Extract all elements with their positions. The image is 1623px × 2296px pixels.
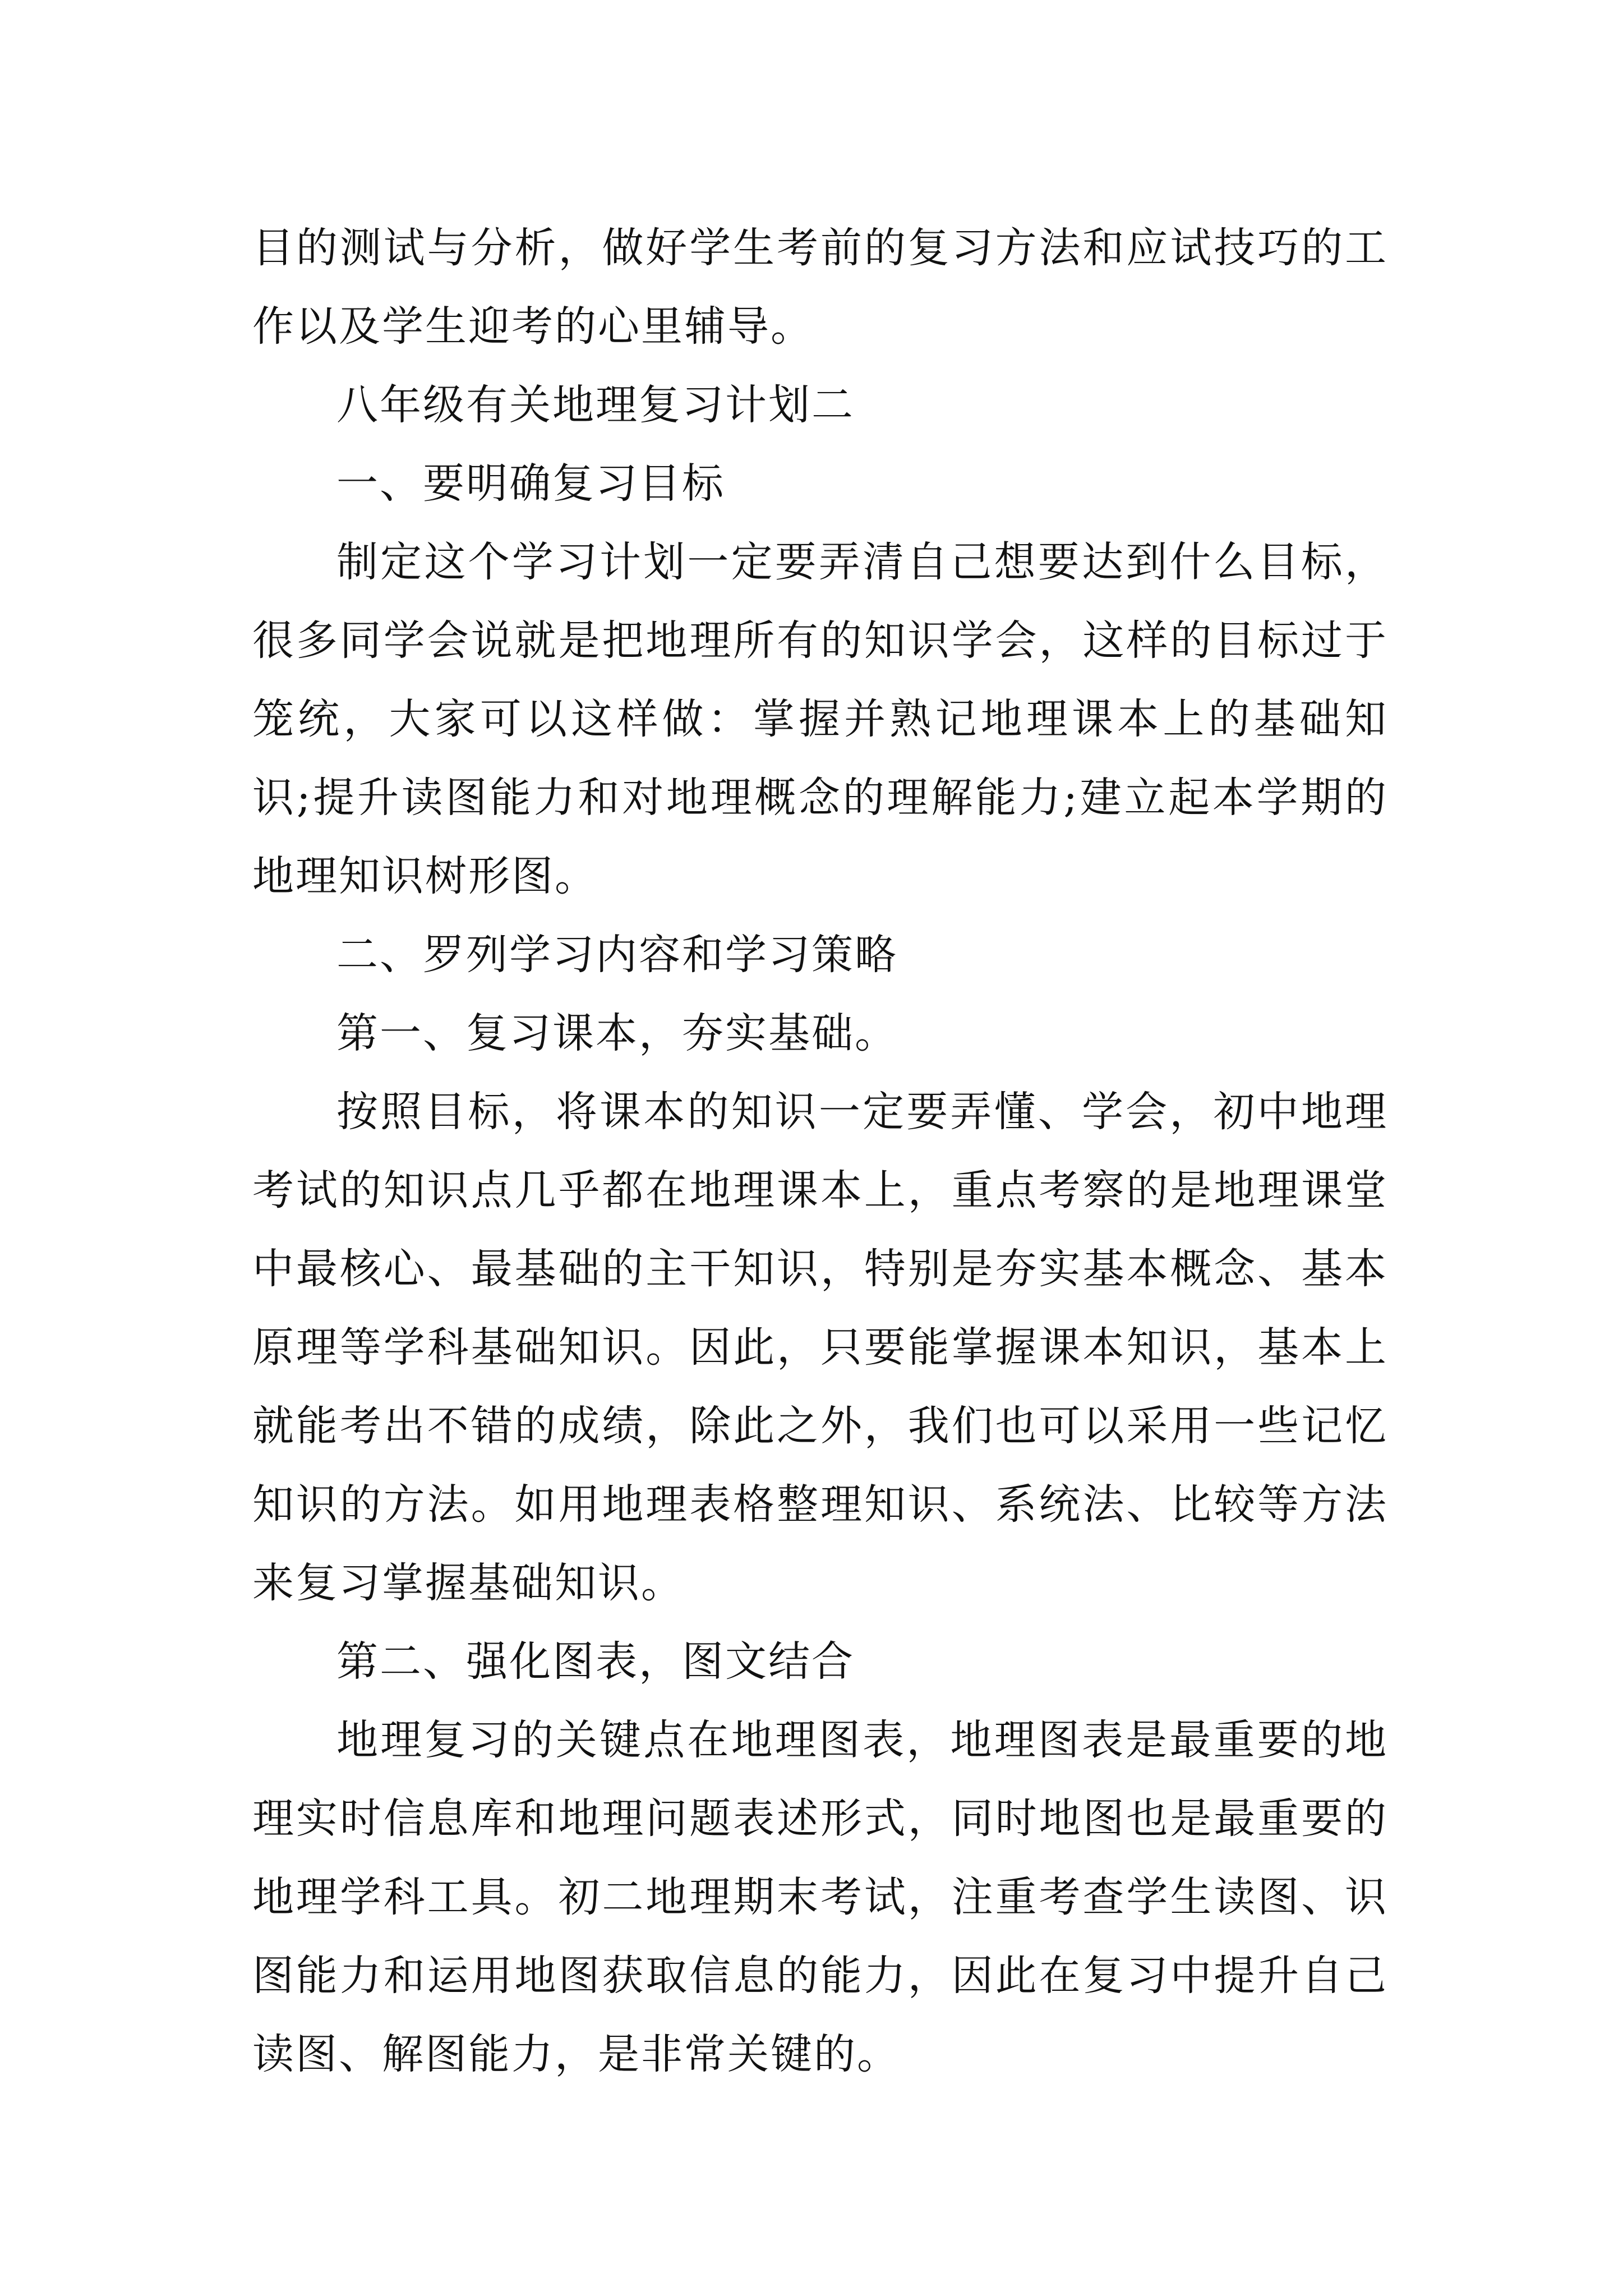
paragraph-goal: 制定这个学习计划一定要弄清自己想要达到什么目标，很多同学会说就是把地理所有的知识学会，这样的目标过于笼统，大家可以这样做：掌握并熟记地理课本上的基础知识;提升读图能力和对地理概念的理解能力;建立起本学期的地理知识树形图。 <box>252 538 1388 900</box>
paragraph-continuation: 目的测试与分析，做好学生考前的复习方法和应试技巧的工作以及学生迎考的心里辅导。 <box>252 224 1388 351</box>
section-title: 八年级有关地理复习计划二 <box>336 381 855 429</box>
document-body <box>252 209 1388 2093</box>
heading-content-strategy: 二、罗列学习内容和学习策略 <box>336 931 898 979</box>
subheading-charts: 第二、强化图表，图文结合 <box>336 1637 855 1686</box>
subheading-textbook: 第一、复习课本，夯实基础。 <box>336 1009 898 1057</box>
paragraph-textbook: 按照目标，将课本的知识一定要弄懂、学会，初中地理考试的知识点几乎都在地理课本上，重点考察的是地理课堂中最核心、最基础的主干知识，特别是夯实基本概念、基本原理等学科基础知识。因此，只要能掌握课本知识，基本上就能考出不错的成绩，除此之外，我们也可以采用一些记忆知识的方法。如用地理表格整理知识、系统法、比较等方法来复习掌握基础知识。 <box>252 1088 1388 1607</box>
heading-goal: 一、要明确复习目标 <box>336 459 725 508</box>
paragraph-charts: 地理复习的关键点在地理图表，地理图表是最重要的地理实时信息库和地理问题表述形式，同时地图也是最重要的地理学科工具。初二地理期末考试，注重考查学生读图、识图能力和运用地图获取信息的能力，因此在复习中提升自己读图、解图能力，是非常关键的。 <box>252 1716 1388 2078</box>
